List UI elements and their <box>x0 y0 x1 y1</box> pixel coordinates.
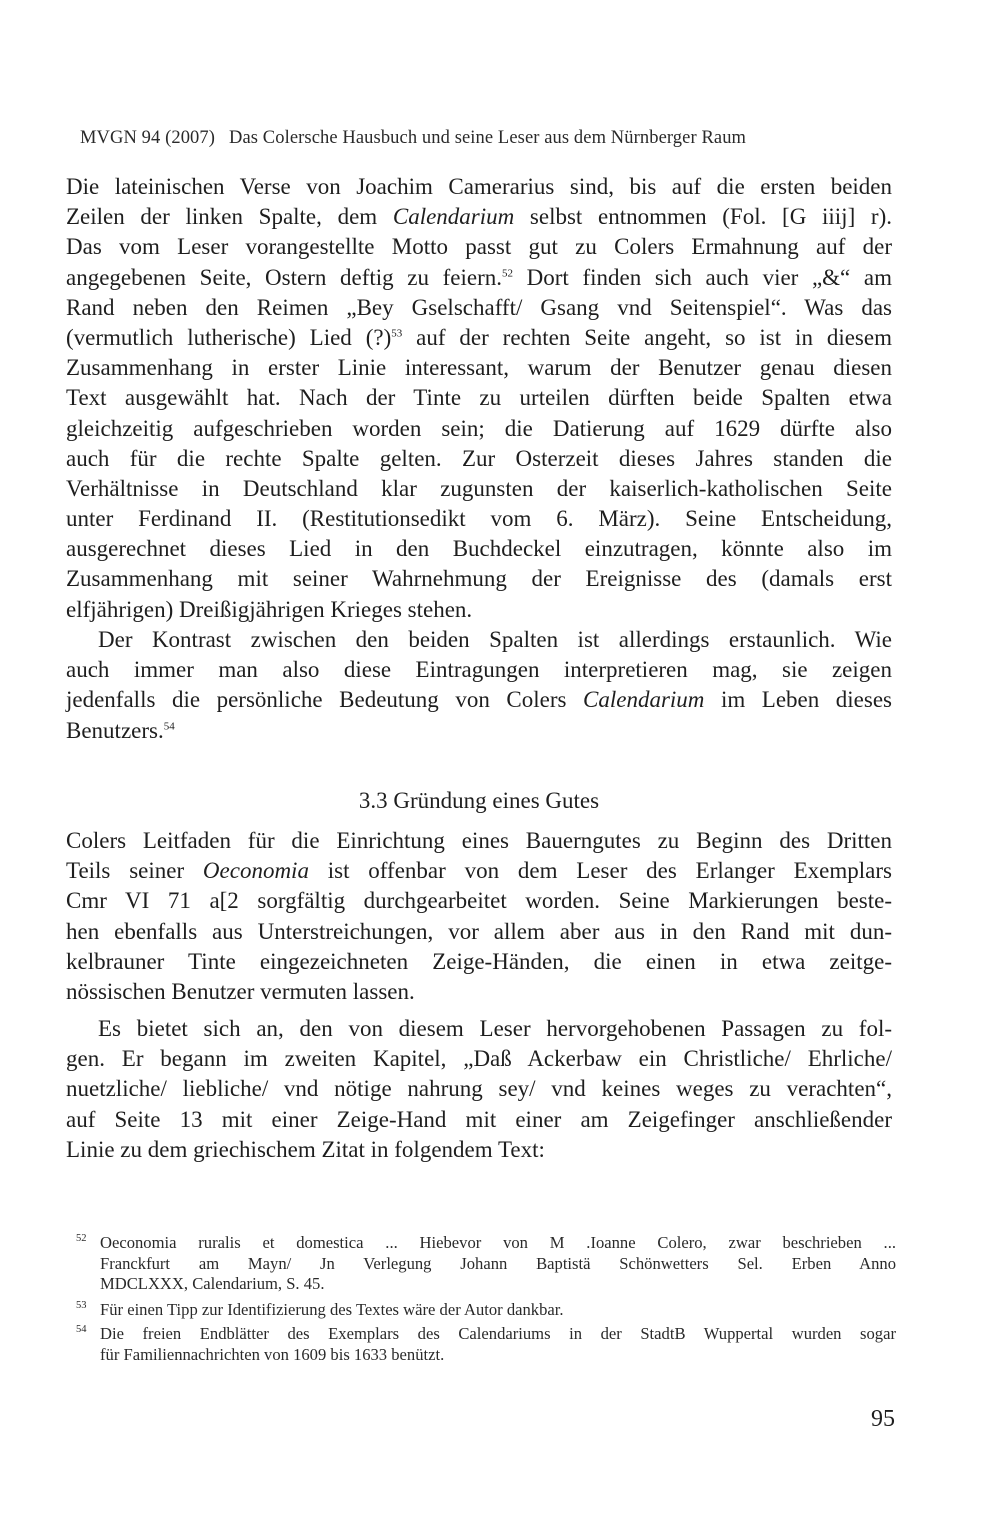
footnote-line: Franckfurt am Mayn/ Jn Verlegung Johann Baptistä Schönwetters Sel. Erben Anno <box>100 1253 896 1273</box>
text-line: Linie zu dem griechischem Zitat in folgendem Text: <box>66 1136 545 1162</box>
text-line: Die lateinischen Verse von Joachim Camerarius sind, bis auf die ersten beiden <box>66 174 892 199</box>
footnote-number: 52 <box>76 1233 87 1244</box>
text-line: (vermutlich lutherische) Lied (?)$^{53}$ auf der rechten Seite angeht, so ist in diesem <box>66 324 892 350</box>
footnote-line: Oeconomia ruralis et domestica ... Hiebevor von M .Ioanne Colero, zwar beschrieben ... <box>100 1233 896 1252</box>
paragraph-1 <box>66 172 892 625</box>
text-line: gen. Er begann im zweiten Kapitel, „Daß Ackerbaw ein Christliche/ Ehrliche/ <box>66 1046 892 1072</box>
text-line: kelbrauner Tinte eingezeichneten Zeige-Händen, die einen in etwa zeitge- <box>66 948 892 974</box>
footnotes <box>76 1233 896 1365</box>
section-heading: 3.3 Gründung eines Gutes <box>358 788 600 813</box>
text-line: Es bietet sich an, den von diesem Leser hervorgehobenen Passagen zu fol- <box>98 1016 892 1041</box>
text-line: Zusammenhang in erster Linie interessant, warum der Benutzer genau diesen <box>66 355 892 381</box>
text-line: auch immer man also diese Eintragungen interpretieren mag, sie zeigen <box>66 657 892 683</box>
footnote <box>76 1300 896 1321</box>
footnote <box>76 1324 896 1365</box>
running-head <box>80 128 880 149</box>
journal-reference: MVGN 94 (2007) <box>80 128 216 148</box>
text-line: Colers Leitfaden für die Einrichtung eines Bauerngutes zu Beginn des Dritten <box>66 828 892 853</box>
text-line: Zusammenhang mit seiner Wahrnehmung der Ereignisse des (damals erst <box>66 566 892 592</box>
text-line: Zeilen der linken Spalte, dem Calendarium selbst entnommen (Fol. [G iiij] r). <box>66 204 892 230</box>
text-line: gleichzeitig aufgeschrieben worden sein; die Datierung auf 1629 dürfte also <box>66 415 892 441</box>
footnote-number: 53 <box>76 1299 87 1311</box>
text-line: angegebenen Seite, Ostern deftig zu feiern.$^{52}$ Dort finden sich auch vier „&“ am <box>66 264 893 290</box>
footnote-line: für Familiennachrichten von 1609 bis 1633 benützt. <box>100 1344 445 1364</box>
text-line: auch für die rechte Spalte gelten. Zur Osterzeit dieses Jahres standen die <box>66 445 892 471</box>
text-line: Der Kontrast zwischen den beiden Spalten ist allerdings erstaunlich. Wie <box>98 627 892 652</box>
text-line: ausgerechnet dieses Lied in den Buchdeckel einzutragen, könnte also im <box>66 536 892 562</box>
text-line: nössischen Benutzer vermuten lassen. <box>66 978 415 1004</box>
footnote-line: Die freien Endblätter des Exemplars des Calendariums in der StadtB Wuppertal wurden sogar <box>100 1324 896 1343</box>
text-line: Teils seiner Oeconomia ist offenbar von dem Leser des Erlanger Exemplars <box>66 858 892 884</box>
text-line: Das vom Leser vorangestellte Motto passt gut zu Colers Ermahnung auf der <box>66 234 892 260</box>
footnote-line: MDCLXXX, Calendarium, S. 45. <box>100 1274 325 1293</box>
text-line: auf Seite 13 mit einer Zeige-Hand mit einer am Zeigefinger anschließender <box>66 1106 892 1132</box>
text-line: elfjährigen) Dreißigjährigen Krieges stehen. <box>66 596 473 622</box>
footnote <box>76 1233 896 1295</box>
text-line: Cmr VI 71 a[2 sorgfältig durchgearbeitet worden. Seine Markierungen beste- <box>66 888 892 914</box>
text-line: hen ebenfalls aus Unterstreichungen, vor allem aber aus in den Rand mit dun- <box>66 918 892 944</box>
text-line: Verhältnisse in Deutschland klar zugunsten der kaiserlich-katholischen Seite <box>66 475 892 501</box>
text-line: jedenfalls die persönliche Bedeutung von Colers Calendarium im Leben dieses <box>66 687 892 713</box>
footnote-ref: 52 <box>502 266 514 279</box>
paragraph-2 <box>66 625 892 746</box>
text-line: Benutzers.$^{54}$ <box>66 717 175 743</box>
footnote-line: Für einen Tipp zur Identifizierung des Textes wäre der Autor dankbar. <box>100 1299 564 1319</box>
text-line: Text ausgewählt hat. Nach der Tinte zu urteilen dürften beide Spalten etwa <box>66 385 892 411</box>
article-title: Das Colersche Hausbuch und seine Leser aus dem Nürnberger Raum <box>229 128 747 148</box>
text-line: nuetzliche/ liebliche/ vnd nötige nahrung sey/ vnd keines weges zu verachten“, <box>66 1076 892 1102</box>
footnote-ref: 53 <box>391 327 403 340</box>
footnote-number: 54 <box>76 1324 87 1335</box>
text-line: Rand neben den Reimen „Bey Gselschafft/ Gsang vnd Seitenspiel“. Was das <box>66 294 892 320</box>
page-number: 95 <box>871 1406 895 1432</box>
paragraph-4 <box>66 1014 892 1165</box>
paragraph-3 <box>66 826 892 1007</box>
text-line: unter Ferdinand II. (Restitutionsedikt vom 6. März). Seine Entscheidung, <box>66 506 892 532</box>
footnote-ref: 54 <box>163 719 175 732</box>
